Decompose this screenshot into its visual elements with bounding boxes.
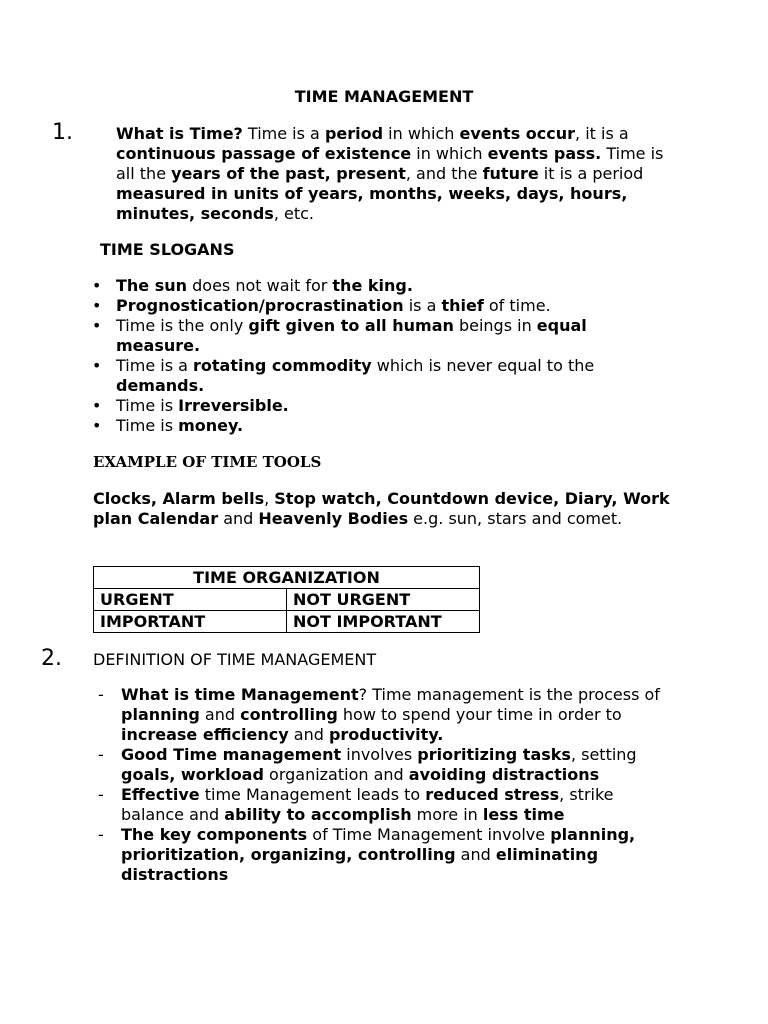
table-header-row <box>94 567 480 589</box>
slogan-item: • Time is a rotating commodity which is never equal to the demands. <box>116 356 676 396</box>
definition-item: - What is time Management? Time management is the process of planning and controlling how to spend your time in order to increase efficiency and productivity. <box>121 685 661 745</box>
time-slogans-heading: TIME SLOGANS <box>100 240 235 259</box>
table-header-cell: TIME ORGANIZATION <box>94 567 480 589</box>
definition-list <box>121 685 661 885</box>
table-row <box>94 589 480 611</box>
definition-item: - Good Time management involves prioritizing tasks, setting goals, workload organization and avoiding distractions <box>121 745 661 785</box>
document-title: TIME MANAGEMENT <box>294 87 474 106</box>
time-organization-table <box>93 566 480 633</box>
definition-item: - Effective time Management leads to reduced stress, strike balance and ability to accomplish more in less time <box>121 785 661 825</box>
table-cell: NOT URGENT <box>287 589 480 611</box>
slogan-item: • Time is Irreversible. <box>116 396 676 416</box>
time-slogans-list <box>116 276 676 436</box>
slogan-item: • Prognostication/procrastination is a thief of time. <box>116 296 676 316</box>
section-1-number: 1. <box>52 120 73 145</box>
time-tools-heading: EXAMPLE OF TIME TOOLS <box>93 453 322 471</box>
section-2-number: 2. <box>41 646 62 671</box>
definition-heading: DEFINITION OF TIME MANAGEMENT <box>93 650 377 669</box>
definition-item: - The key components of Time Management involve planning, prioritization, organizing, controlling and eliminating distractions <box>121 825 661 885</box>
table-cell: NOT IMPORTANT <box>287 611 480 633</box>
time-tools-paragraph: Clocks, Alarm bells, Stop watch, Countdown device, Diary, Work plan Calendar and Heavenly Bodies e.g. sun, stars and comet. <box>93 489 670 528</box>
slogan-item: • Time is the only gift given to all human beings in equal measure. <box>116 316 676 356</box>
slogan-item: • Time is money. <box>116 416 676 436</box>
table-cell: IMPORTANT <box>94 611 287 633</box>
table-row <box>94 611 480 633</box>
section-1-paragraph: What is Time? Time is a period in which events occur, it is a continuous passage of existence in which events pass. Time is all the years of the past, present, and the future it is a period measured in units of years, months, weeks, days, hours, minutes, seconds, etc. <box>116 124 664 223</box>
slogan-item: • The sun does not wait for the king. <box>116 276 676 296</box>
table-cell: URGENT <box>94 589 287 611</box>
